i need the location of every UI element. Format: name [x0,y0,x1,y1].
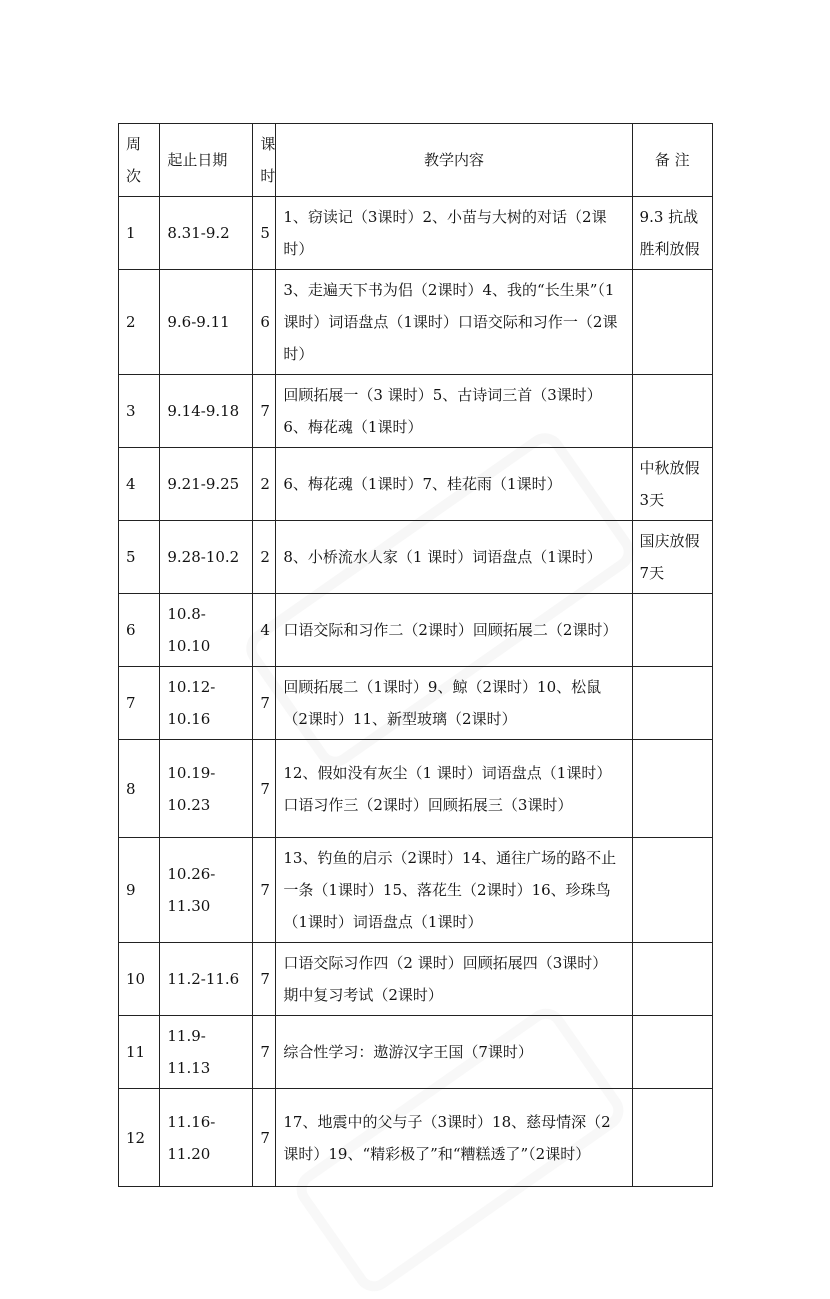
hours-cell: 7 [253,943,276,1016]
week-cell: 2 [119,270,160,375]
table-row [119,667,713,740]
table-row [119,594,713,667]
dates-cell: 10.26-11.30 [160,838,253,943]
note-cell: 国庆放假7天 [632,521,712,594]
hours-cell: 6 [253,270,276,375]
header-week: 周次 [119,124,160,197]
table-row [119,740,713,838]
table-row [119,448,713,521]
table-row [119,521,713,594]
hours-cell: 7 [253,1016,276,1089]
hours-cell: 2 [253,521,276,594]
content-cell: 口语交际和习作二（2课时）回顾拓展二（2课时） [276,594,632,667]
week-cell: 4 [119,448,160,521]
table-row [119,943,713,1016]
dates-cell: 8.31-9.2 [160,197,253,270]
table-row [119,197,713,270]
content-cell: 综合性学习：遨游汉字王国（7课时） [276,1016,632,1089]
hours-cell: 7 [253,1089,276,1187]
note-cell [632,667,712,740]
dates-cell: 11.2-11.6 [160,943,253,1016]
hours-cell: 4 [253,594,276,667]
header-content: 教学内容 [276,124,632,197]
dates-cell: 9.28-10.2 [160,521,253,594]
hours-cell: 7 [253,838,276,943]
header-note: 备 注 [632,124,712,197]
teaching-schedule-table [118,123,713,1187]
note-cell [632,594,712,667]
note-cell [632,1016,712,1089]
week-cell: 9 [119,838,160,943]
week-cell: 7 [119,667,160,740]
week-cell: 3 [119,375,160,448]
note-cell [632,1089,712,1187]
table-row [119,270,713,375]
content-cell: 回顾拓展二（1课时）9、鲸（2课时）10、松鼠（2课时）11、新型玻璃（2课时） [276,667,632,740]
dates-cell: 11.16-11.20 [160,1089,253,1187]
hours-cell: 7 [253,740,276,838]
table-row [119,1016,713,1089]
hours-cell: 5 [253,197,276,270]
header-hours: 课时 [253,124,276,197]
dates-cell: 10.8-10.10 [160,594,253,667]
note-cell: 9.3 抗战胜利放假 [632,197,712,270]
note-cell [632,838,712,943]
header-row [119,124,713,197]
hours-cell: 7 [253,375,276,448]
content-cell: 13、钓鱼的启示（2课时）14、通往广场的路不止一条（1课时）15、落花生（2课时）16、珍珠鸟（1课时）词语盘点（1课时） [276,838,632,943]
week-cell: 5 [119,521,160,594]
week-cell: 12 [119,1089,160,1187]
note-cell [632,740,712,838]
hours-cell: 2 [253,448,276,521]
content-cell: 6、梅花魂（1课时）7、桂花雨（1课时） [276,448,632,521]
week-cell: 11 [119,1016,160,1089]
header-dates: 起止日期 [160,124,253,197]
content-cell: 回顾拓展一（3 课时）5、古诗词三首（3课时）6、梅花魂（1课时） [276,375,632,448]
dates-cell: 10.19-10.23 [160,740,253,838]
note-cell: 中秋放假3天 [632,448,712,521]
content-cell: 12、假如没有灰尘（1 课时）词语盘点（1课时）口语习作三（2课时）回顾拓展三（3课时） [276,740,632,838]
dates-cell: 11.9-11.13 [160,1016,253,1089]
dates-cell: 9.6-9.11 [160,270,253,375]
note-cell [632,943,712,1016]
week-cell: 6 [119,594,160,667]
dates-cell: 10.12-10.16 [160,667,253,740]
content-cell: 1、窃读记（3课时）2、小苗与大树的对话（2课时） [276,197,632,270]
note-cell [632,375,712,448]
content-cell: 17、地震中的父与子（3课时）18、慈母情深（2 课时）19、“精彩极了”和“糟糕透了”（2课时） [276,1089,632,1187]
content-cell: 口语交际习作四（2 课时）回顾拓展四（3课时） 期中复习考试（2课时） [276,943,632,1016]
dates-cell: 9.14-9.18 [160,375,253,448]
content-cell: 3、走遍天下书为侣（2课时）4、我的“长生果”（1课时）词语盘点（1课时）口语交际和习作一（2课时） [276,270,632,375]
table-row [119,375,713,448]
week-cell: 10 [119,943,160,1016]
table-row [119,1089,713,1187]
note-cell [632,270,712,375]
dates-cell: 9.21-9.25 [160,448,253,521]
hours-cell: 7 [253,667,276,740]
content-cell: 8、小桥流水人家（1 课时）词语盘点（1课时） [276,521,632,594]
week-cell: 8 [119,740,160,838]
week-cell: 1 [119,197,160,270]
table-row [119,838,713,943]
